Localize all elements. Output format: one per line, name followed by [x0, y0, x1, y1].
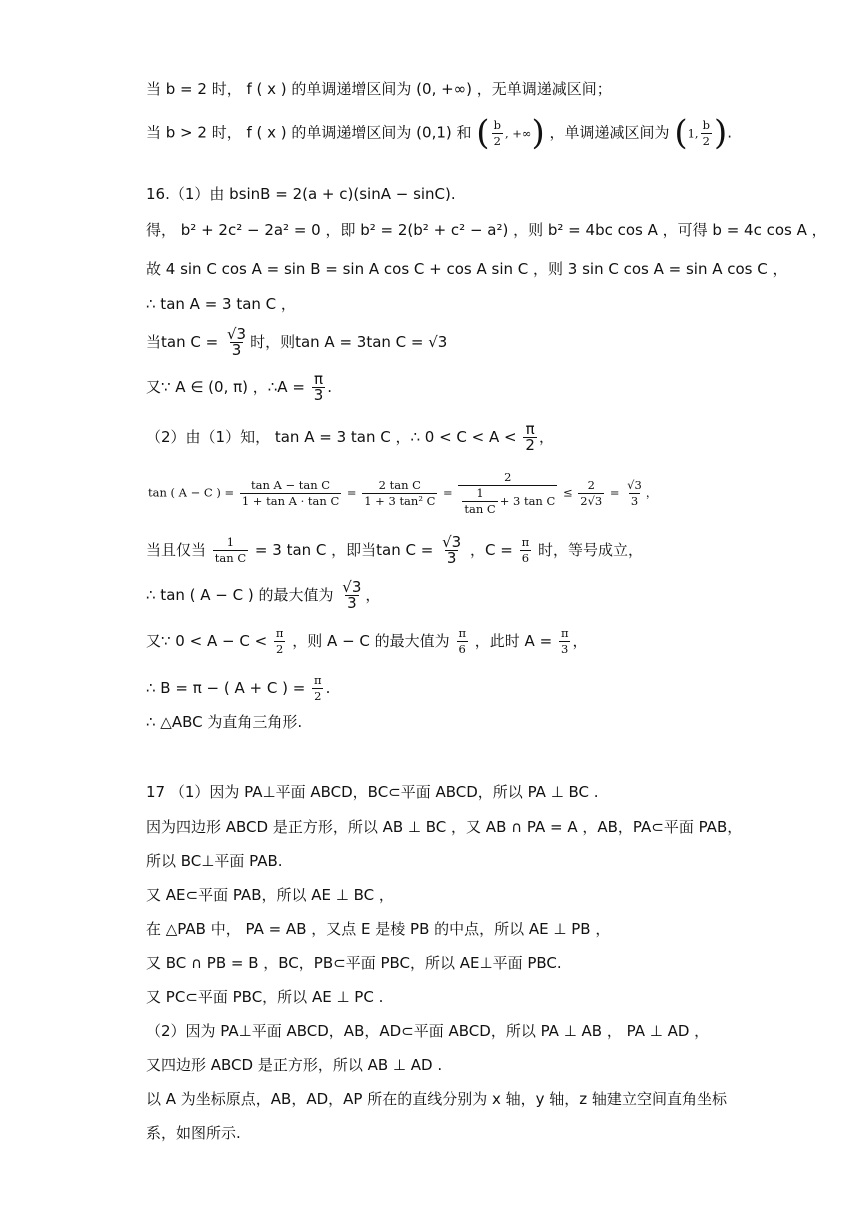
text-line-12: ∴ tan ( A − C ) 的最大值为 $\frac{√3}{3}$ ，: [146, 578, 381, 612]
fraction: $\frac{\pi}{2}$: [275, 626, 284, 656]
fraction: $\frac{1}{\text{tan C}}$: [464, 486, 496, 516]
text-line-26: 系，如图所示.: [146, 1124, 241, 1142]
paren: (: [476, 113, 490, 153]
text-segment: 当 b > 2 时， f ( x ) 的单调递增区间为 (0,1) 和: [146, 123, 472, 142]
eq-tail: + 3 tan C: [499, 494, 556, 508]
text-line-22: 又 PC⊂平面 PBC，所以 AE ⊥ PC .: [146, 988, 384, 1006]
text-segment: 又∵ 0 < A − C <: [146, 632, 268, 650]
fraction: $\frac{√3}{3}$: [442, 533, 462, 567]
fraction: $\frac{\text{tan A − tan C}}{\text{1 + tan A · tan C}}$: [241, 478, 340, 508]
text-line-4: 得， b² + 2c² − 2a² = 0 ，即 b² = 2(b² + c² − a²) ，则 b² = 4bc cos A ，可得 b = 4c cos A ，: [146, 221, 827, 239]
text-line-23: （2）因为 PA⊥平面 ABCD，AB，AD⊂平面 ABCD，所以 PA ⊥ AB ， PA ⊥ AD ，: [146, 1022, 710, 1040]
eq-sign: =: [346, 485, 357, 500]
text-segment: 当且仅当: [146, 541, 207, 559]
text-line-7: [146, 327, 447, 358]
text-line-1: 当 b = 2 时， f ( x ) 的单调递增区间为 (0, +∞) ，无单调递减区间；: [146, 80, 612, 98]
interval-tail: , +∞: [504, 126, 532, 141]
text-line-13: 又∵ 0 < A − C < $\frac{\pi}{2}$ ，则 A − C 的最大值为 $\frac{\pi}{6}$ ，此时 A = $\frac{\pi}{3}$ ，: [146, 626, 588, 656]
text-line-16: 17 （1）因为 PA⊥平面 ABCD，BC⊂平面 ABCD，所以 PA ⊥ BC .: [146, 783, 599, 801]
text-line-24: 又四边形 ABCD 是正方形，所以 AB ⊥ AD .: [146, 1056, 443, 1074]
fraction: $\frac{\pi}{3}$: [313, 370, 324, 404]
fraction: $\frac{\pi}{2}$: [525, 420, 535, 454]
text-line-18: 所以 BC⊥平面 PAB.: [146, 852, 283, 870]
fraction: $\frac{√3}{3}$: [226, 325, 247, 359]
fraction: 2 $\frac{1}{\text{tan C}}$ + 3 tan C: [458, 470, 557, 517]
text-line-11: [146, 535, 643, 566]
text-segment: ，此时 A =: [474, 632, 553, 650]
text-segment: 时，则tan A = 3tan C = √3: [250, 333, 448, 351]
text-line-19: 又 AE⊂平面 PAB，所以 AE ⊥ BC ，: [146, 886, 394, 904]
text-line-3: 16.（1）由 bsinB = 2(a + c)(sinA − sinC).: [146, 185, 456, 203]
text-segment: 当tan C =: [146, 333, 219, 351]
interval-head: 1,: [687, 126, 699, 141]
fraction: $\frac{1}{\text{tan C}}$: [214, 535, 247, 565]
eq-sign: =: [443, 485, 453, 500]
text-line-9: （2）由（1）知， tan A = 3 tan C ，∴ 0 < C < A < $\frac{\pi}{2}$ ，: [146, 420, 554, 454]
le-sign: ≤: [562, 485, 573, 500]
text-line-2: [146, 113, 732, 153]
text-line-15: ∴ △ABC 为直角三角形.: [146, 713, 303, 731]
text-segment: 时，等号成立，: [537, 541, 643, 559]
text-segment: ∴ tan ( A − C ) 的最大值为: [146, 586, 334, 604]
text-line-21: 又 BC ∩ PB = B ，BC，PB⊂平面 PBC，所以 AE⊥平面 PBC.: [146, 954, 562, 972]
fraction: $\frac{\text{2 tan C}}{\text{1 + 3 tan² C}}$: [364, 478, 436, 508]
text-segment: ，C =: [470, 541, 513, 559]
fraction: $\frac{\pi}{6}$: [458, 626, 466, 656]
text-segment: = 3 tan C ，即当tan C =: [254, 541, 434, 559]
fraction: $\frac{\pi}{2}$: [314, 673, 322, 703]
text-segment: ，则 A − C 的最大值为: [292, 632, 450, 650]
period: .: [327, 378, 333, 396]
text-segment: ∴ B = π − ( A + C ) =: [146, 679, 306, 697]
text-segment: 又∵ A ∈ (0, π) ，∴A =: [146, 378, 305, 396]
fraction: $\frac{√3}{3}$: [627, 478, 642, 508]
paren: ): [713, 113, 728, 153]
eq-lhs: tan ( A − C ) =: [148, 485, 235, 500]
fraction: $\frac{\pi}{3}$: [560, 626, 569, 656]
text-line-8: [146, 372, 332, 403]
text-line-5: 故 4 sin C cos A = sin B = sin A cos C + cos A sin C ，则 3 sin C cos A = sin A cos C ，: [146, 260, 788, 278]
text-line-20: 在 △PAB 中， PA = AB ，又点 E 是棱 PB 的中点，所以 AE ⊥ PB ，: [146, 920, 611, 938]
fraction: $\frac{b}{2}$: [493, 117, 501, 148]
text-line-17: 因为四边形 ABCD 是正方形，所以 AB ⊥ BC ，又 AB ∩ PA = A ，AB，PA⊂平面 PAB，: [146, 818, 743, 836]
text-line-14: [146, 673, 330, 704]
period: .: [325, 679, 331, 697]
paren: ): [531, 113, 545, 153]
fraction: $\frac{\pi}{6}$: [521, 535, 530, 565]
comma: ，: [645, 485, 658, 500]
period: .: [727, 123, 732, 142]
fraction: $\frac{√3}{3}$: [342, 578, 362, 612]
text-line-6: ∴ tan A = 3 tan C ，: [146, 295, 296, 313]
tan-equation: [148, 470, 657, 517]
eq-sign: =: [609, 485, 620, 500]
paren: (: [674, 113, 688, 153]
text-segment: ，单调递减区间为: [549, 123, 670, 142]
fraction: $\frac{2}{2√3}$: [580, 478, 603, 508]
fraction: $\frac{b}{2}$: [702, 117, 710, 148]
text-line-25: 以 A 为坐标原点，AB，AD，AP 所在的直线分别为 x 轴，y 轴，z 轴建立空间直角坐标: [146, 1090, 727, 1108]
text-segment: （2）由（1）知， tan A = 3 tan C ，∴ 0 < C < A <: [146, 428, 517, 446]
